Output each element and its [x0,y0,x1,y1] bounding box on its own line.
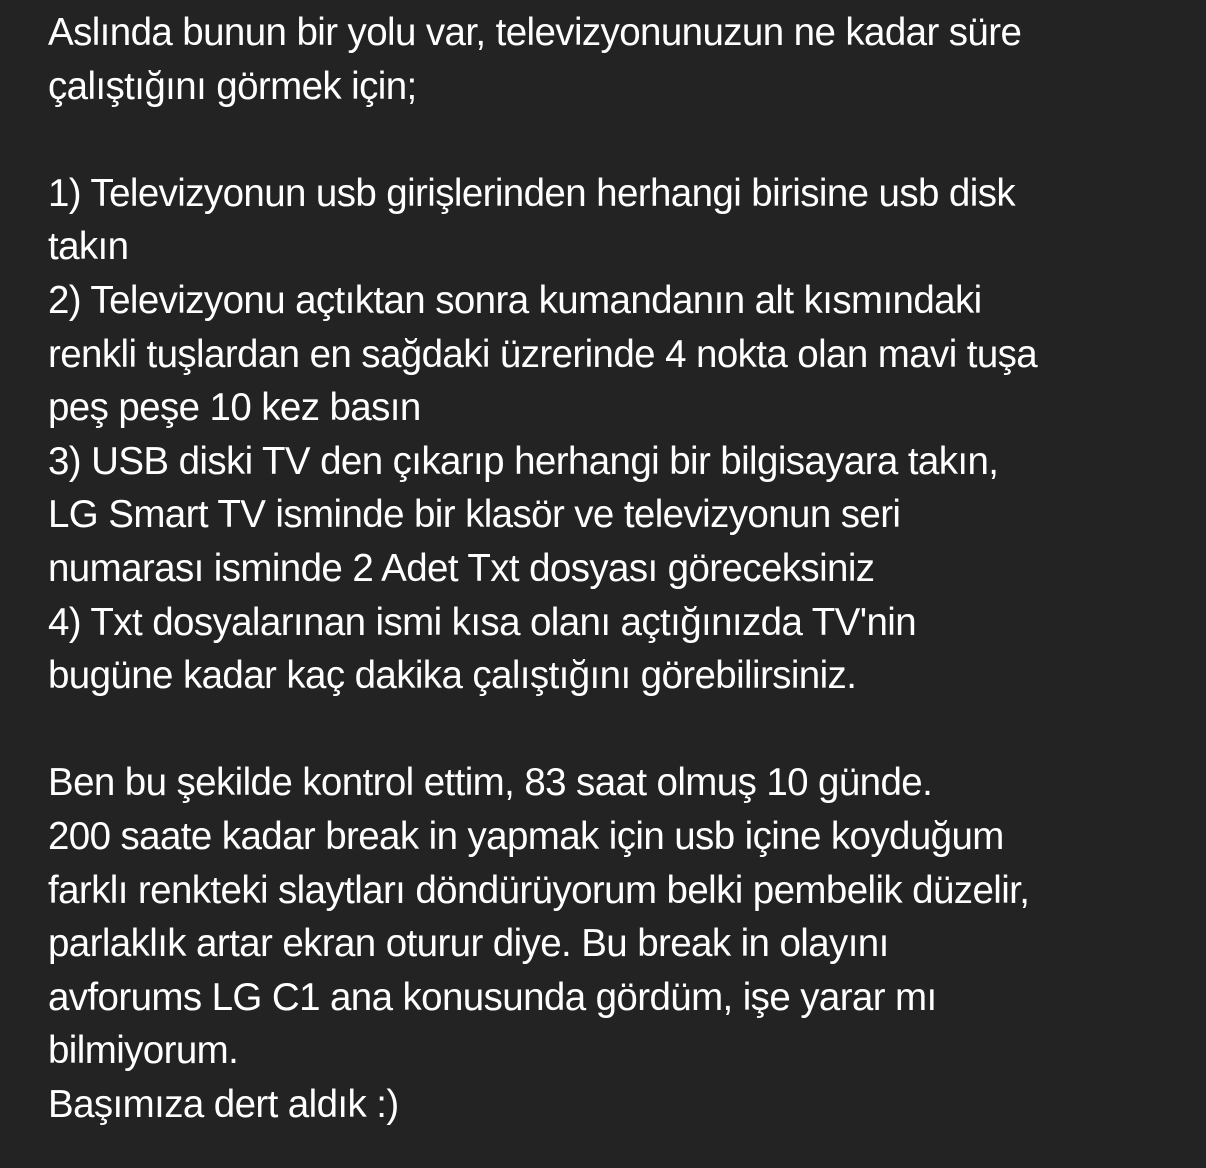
text-line: 4) Txt dosyalarınan ismi kısa olanı açtığınızda TV'nin [48,600,917,644]
text-line: peş peşe 10 kez basın [48,386,421,430]
text-line: 3) USB diski TV den çıkarıp herhangi bir bilgisayara takın, [48,439,999,483]
text-line: bilmiyorum. [48,1029,239,1073]
text-line: Başımıza dert aldık :) [48,1082,399,1126]
text-line: LG Smart TV isminde bir klasör ve televizyonun seri [48,493,901,537]
text-line: çalıştığını görmek için; [48,64,417,108]
text-line: 2) Televizyonu açtıktan sonra kumandanın alt kısmındaki [48,278,982,322]
text-line: Aslında bunun bir yolu var, televizyonunuzun ne kadar süre [48,11,1022,54]
note-text [48,6,1188,1131]
text-line: bugüne kadar kaç dakika çalıştığını görebilirsiniz. [48,654,857,698]
text-line: Ben bu şekilde kontrol ettim, 83 saat olmuş 10 günde. [48,761,933,805]
text-line: farklı renkteki slaytları döndürüyorum belki pembelik düzelir, [48,868,1030,912]
text-line: parlaklık artar ekran oturur diye. Bu break in olayını [48,922,889,966]
text-line: avforums LG C1 ana konusunda gördüm, işe yarar mı [48,975,937,1019]
text-line: 1) Televizyonun usb girişlerinden herhangi birisine usb disk [48,171,1015,215]
text-line: 200 saate kadar break in yapmak için usb içine koyduğum [48,814,1004,858]
blank-line [48,113,1188,167]
text-line: takın [48,225,129,269]
text-line: renkli tuşlardan en sağdaki üzrerinde 4 nokta olan mavi tuşa [48,332,1038,376]
blank-line [48,703,1188,757]
text-line: numarası isminde 2 Adet Txt dosyası göreceksiniz [48,546,875,590]
